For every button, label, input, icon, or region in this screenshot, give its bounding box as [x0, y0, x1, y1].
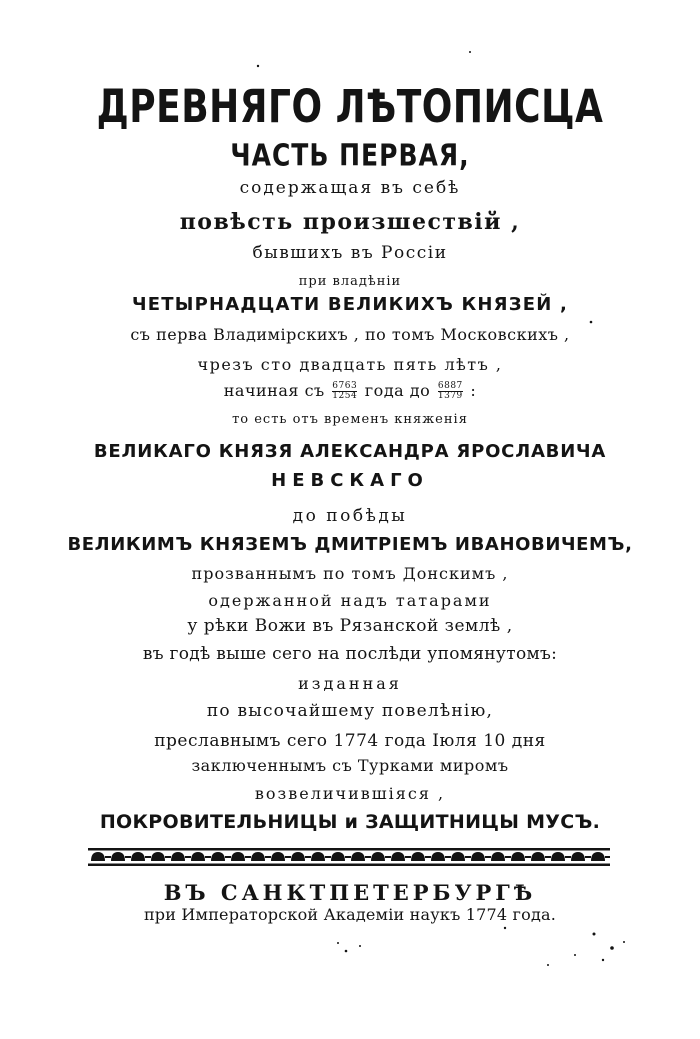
ornament-link [365, 856, 371, 858]
nevsky-line: НЕВСКАГО [271, 470, 429, 491]
ornament-link [185, 856, 191, 858]
ornamental-rule [88, 848, 610, 866]
victory-line: до побѣды [292, 506, 408, 526]
ornament-link [485, 856, 491, 858]
shell-ornament-motif [431, 852, 445, 861]
ornament-link [425, 856, 431, 858]
ornament-link [305, 856, 311, 858]
ornament-link [245, 856, 251, 858]
part-heading: ЧАСТЬ ПЕРВАЯ, [230, 138, 470, 173]
years-span-line: чрезъ сто двадцать пять лѣтъ , [197, 355, 503, 374]
imprint-press: при Императорской Академіи наукъ 1774 года. [143, 905, 557, 924]
shell-ornament-motif [531, 852, 545, 861]
shell-ornament-motif [111, 852, 125, 861]
shell-ornament-motif [551, 852, 565, 861]
ornament-link [165, 856, 171, 858]
ornament-link [265, 856, 271, 858]
vladimir-moscow-line: съ перва Владимірскихъ , по томъ Московскихъ , [130, 325, 570, 344]
ornament-link [345, 856, 351, 858]
ornament-link [205, 856, 211, 858]
ornament-link [465, 856, 471, 858]
that-is-line: то есть отъ временъ княженія [232, 412, 468, 427]
treaty-line: заключеннымъ съ Турками миромъ [191, 756, 509, 775]
shell-ornament-motif [251, 852, 265, 861]
ornament-link [145, 856, 151, 858]
reign-line: при владѣніи [298, 274, 402, 289]
ornament-link [285, 856, 291, 858]
year-range-line [0, 382, 700, 401]
shell-ornament-motif [191, 852, 205, 861]
imprint-city: ВЪ САНКТПЕТЕРБУРГѢ [163, 880, 537, 905]
end-year-ad: 1379 [437, 391, 463, 401]
start-year-ad: 1254 [332, 391, 358, 401]
shell-ornament-motif [491, 852, 505, 861]
treaty-date-line: преславнымъ сего 1774 года Іюля 10 дня [154, 731, 546, 751]
year-range-suffix: : [470, 381, 477, 400]
ornament-link [545, 856, 551, 858]
tatars-line: одержанной надъ татарами [208, 591, 492, 610]
shell-ornament-motif [471, 852, 485, 861]
issued-line: изданная [298, 674, 402, 693]
shell-ornament-motif [151, 852, 165, 861]
grand-prince-line: ВЕЛИКАГО КНЯЗЯ АЛЕКСАНДРА ЯРОСЛАВИЧА [93, 441, 607, 462]
shell-ornament-motif [171, 852, 185, 861]
shell-ornament-motif [311, 852, 325, 861]
vozha-line: у рѣки Вожи въ Рязанской землѣ , [187, 616, 513, 636]
shell-ornament-motif [411, 852, 425, 861]
shell-ornament-motif [451, 852, 465, 861]
shell-ornament-motif [91, 852, 105, 861]
shell-ornament-motif [391, 852, 405, 861]
shell-ornament-motif [291, 852, 305, 861]
start-year-world: 6763 [332, 381, 358, 391]
start-year-fraction [332, 382, 357, 401]
containing-line: содержащая въ себѣ [239, 178, 461, 198]
ornament-link [125, 856, 131, 858]
ornament-link [505, 856, 511, 858]
ornament-link [405, 856, 411, 858]
shell-ornament-motif [351, 852, 365, 861]
shell-ornament-motif [211, 852, 225, 861]
story-line: повѣсть произшествій , [179, 209, 521, 235]
muses-line: ПОКРОВИТЕЛЬНИЦЫ и ЗАЩИТНИЦЫ МУСЪ. [99, 811, 601, 833]
exalted-line: возвеличившіяся , [254, 784, 446, 803]
year-mentioned-line: въ годѣ выше сего на послѣди упомянутомъ: [142, 644, 558, 664]
donskoy-line: прозваннымъ по томъ Донскимъ , [191, 564, 509, 583]
shell-ornament-motif [231, 852, 245, 861]
ornament-link [445, 856, 451, 858]
shell-ornament-motif [331, 852, 345, 861]
ornament-link [105, 856, 111, 858]
ornament-link [585, 856, 591, 858]
dmitry-line: ВЕЛИКИМЪ КНЯЗЕМЪ ДМИТРІЕМЪ ИВАНОВИЧЕМЪ, [67, 534, 633, 555]
end-year-world: 6887 [437, 381, 463, 391]
end-year-fraction [438, 382, 463, 401]
shell-ornament-motif [591, 852, 605, 861]
shell-ornament-motif [131, 852, 145, 861]
shell-ornament-motif [371, 852, 385, 861]
ornament-link [565, 856, 571, 858]
decree-line: по высочайшему повелѣнію, [206, 701, 494, 721]
shell-ornament-motif [271, 852, 285, 861]
shell-ornament-motif [571, 852, 585, 861]
ornament-link [325, 856, 331, 858]
ornament-link [525, 856, 531, 858]
ornament-link [385, 856, 391, 858]
year-range-prefix: начиная съ [223, 381, 325, 400]
book-title: ДРЕВНЯГО ЛѢТОПИСЦА [96, 81, 604, 133]
shell-ornament-motif [511, 852, 525, 861]
ornament-link [605, 856, 610, 858]
fourteen-princes-line: ЧЕТЫРНАДЦАТИ ВЕЛИКИХЪ КНЯЗЕЙ , [132, 294, 568, 315]
ornament-link [225, 856, 231, 858]
year-range-middle: года до [364, 381, 431, 400]
been-line: бывшихъ въ Россіи [252, 243, 448, 263]
